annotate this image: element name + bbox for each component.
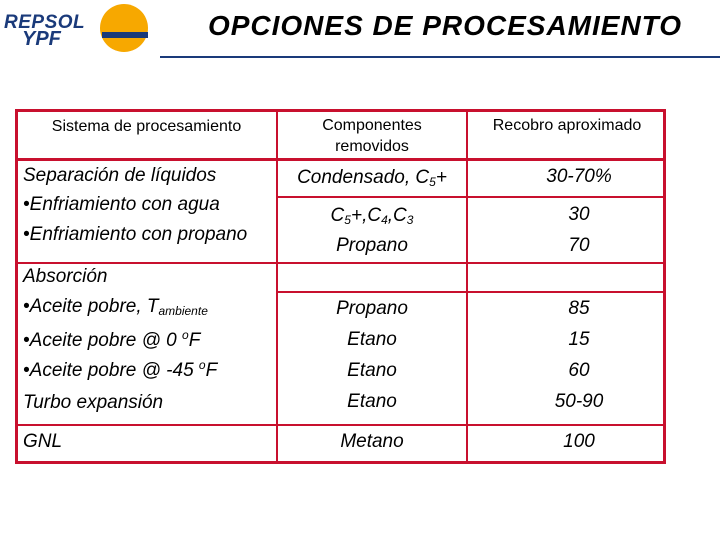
header-componentes-line2: removidos [335, 138, 409, 155]
comp-etano-abs-1: Etano [347, 329, 397, 350]
comp-condensado: Condensado, $C_5+$ [297, 167, 447, 189]
row-absorcion-title: Absorción [23, 266, 108, 287]
comp-propano-abs: Propano [336, 298, 408, 319]
logo-text-repsol: REPSOL [4, 12, 86, 33]
row-separacion-title: Separación de líquidos [23, 165, 217, 186]
repsol-ypf-logo [0, 2, 170, 54]
column-divider-2 [466, 109, 468, 464]
rec-gnl: 100 [563, 431, 595, 452]
header-componentes-line1: Componentes [322, 117, 422, 134]
rec-etano-abs-2: 60 [568, 360, 590, 381]
row-divider-2 [276, 196, 666, 198]
row-absorcion-item-45f: •Aceite pobre @ -45 $^o$F [23, 358, 218, 381]
logo-text-ypf: YPF [22, 28, 61, 50]
rec-etano-abs-1: 15 [568, 329, 590, 350]
comp-etano-abs-2: Etano [347, 360, 397, 381]
row-divider-1 [15, 262, 666, 264]
row-separacion-item-agua: •Enfriamiento con agua [23, 194, 220, 215]
page-title: OPCIONES DE PROCESAMIENTO [207, 10, 683, 41]
row-divider-4 [15, 424, 666, 426]
comp-c5-c4-c3: $C_5+,C_4,C_3$ [330, 205, 414, 227]
row-separacion-item-propano: •Enfriamiento con propano [23, 224, 248, 245]
row-absorcion-item-ambiente: •Aceite pobre, $T_{ambiente}$ [23, 296, 208, 318]
rec-propano-sep: 70 [568, 235, 590, 256]
comp-propano-sep: Propano [336, 235, 408, 256]
comp-metano: Metano [340, 431, 404, 452]
row-gnl-title: GNL [23, 431, 63, 452]
row-absorcion-item-0f: •Aceite pobre @ 0 $^o$F [23, 328, 201, 351]
comp-etano-turbo: Etano [347, 391, 397, 412]
rec-c5-c4-c3: 30 [568, 204, 590, 225]
sun-icon [88, 2, 160, 56]
rec-separacion: 30-70% [546, 166, 612, 187]
row-divider-3 [276, 291, 666, 293]
header-sistema: Sistema de procesamiento [51, 118, 242, 135]
rec-turbo: 50-90 [554, 391, 604, 412]
rec-propano-abs: 85 [568, 298, 590, 319]
header-recobro: Recobro aproximado [492, 117, 642, 134]
row-turbo-title: Turbo expansión [23, 392, 164, 413]
title-divider [160, 56, 720, 58]
